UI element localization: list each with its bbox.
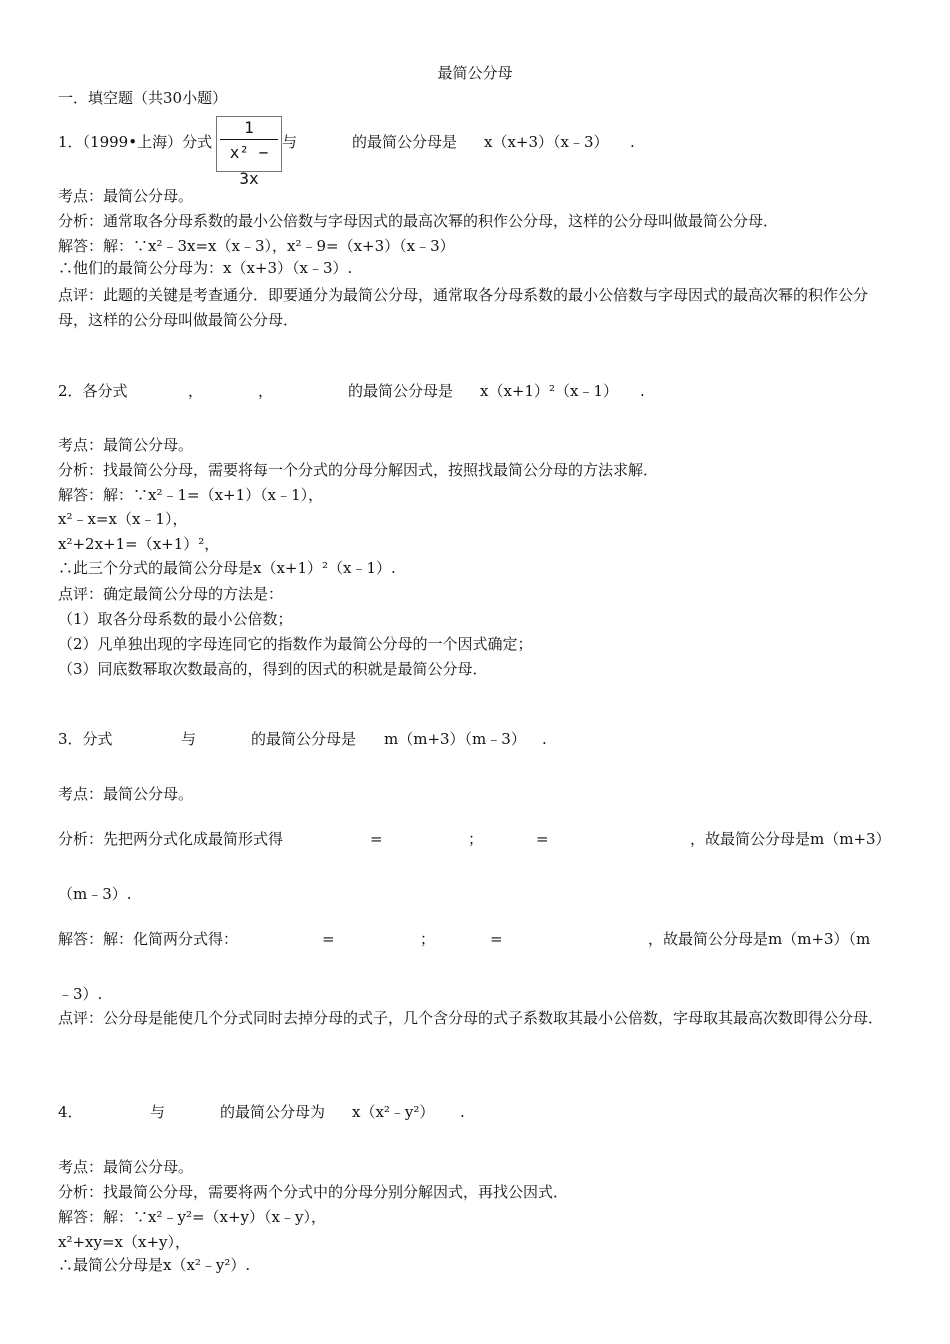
q2-step-3: x²+2x+1=（x+1）²，: [58, 535, 220, 553]
q2-kaodian: 考点：最简公分母。: [58, 436, 194, 454]
q3-jieda-label: 解答：解：化简两分式得：: [58, 930, 239, 948]
q4-with: 与: [150, 1103, 166, 1121]
q1-mid: 的最简公分母是: [352, 133, 458, 151]
q2-comma-1: ，: [188, 382, 204, 400]
q2-end: .: [640, 382, 645, 400]
q4-jieda: 解答：解：∵x²﹣y²=（x+y）（x﹣y），: [58, 1208, 326, 1226]
q4-mid: 的最简公分母为: [220, 1103, 326, 1121]
q4-step-2: x²+xy=x（x+y），: [58, 1233, 191, 1251]
q3-jieda-tail: ，故最简公分母是m（m+3）（m: [648, 930, 871, 948]
q2-comma-2: ，: [258, 382, 274, 400]
q3-kaodian: 考点：最简公分母。: [58, 785, 194, 803]
q1-prefix: 1．（1999•上海）分式: [58, 133, 213, 151]
q2-fenxi: 分析：找最简公分母，需要将每一个分式的分母分解因式，按照找最简公分母的方法求解．: [58, 461, 659, 479]
q3-jieda-semi: ；: [420, 930, 436, 948]
q1-fraction: [216, 116, 282, 188]
q4-answer: x（x²﹣y²）: [352, 1103, 435, 1121]
q1-fenxi: 分析：通常取各分母系数的最小公倍数与字母因式的最高次幂的积作公分母，这样的公分母叫做最简公分母．: [58, 212, 779, 230]
q3-fenxi-cont: （m﹣3）.: [58, 885, 132, 903]
q1-dianping: 点评：此题的关键是考查通分．即要通分为最简公分母，通常取各分母系数的最小公倍数与字母因式的最高次幂的积作公分母，这样的公分母叫做最简公分母．: [58, 286, 869, 329]
q4-fenxi: 分析：找最简公分母，需要将两个分式中的分母分别分解因式，再找公因式．: [58, 1183, 569, 1201]
q4-prefix: 4．: [58, 1103, 83, 1121]
q1-kaodian: 考点：最简公分母。: [58, 187, 194, 205]
section-heading: 一．填空题（共30小题）: [58, 89, 228, 107]
q3-fenxi-eq-2: =: [536, 830, 549, 848]
q2-result: ∴此三个分式的最简公分母是x（x+1）²（x﹣1）.: [58, 559, 396, 577]
q1-jieda: 解答：解：∵x²﹣3x=x（x﹣3），x²﹣9=（x+3）（x﹣3）: [58, 237, 455, 255]
q2-rule-1: （1）取各分母系数的最小公倍数；: [58, 610, 293, 628]
q3-fenxi-semi: ；: [468, 830, 484, 848]
q2-jieda: 解答：解：∵x²﹣1=（x+1）（x﹣1），: [58, 486, 324, 504]
q3-fenxi-label: 分析：先把两分式化成最简形式得: [58, 830, 284, 848]
q3-prefix: 3．分式: [58, 730, 113, 748]
q1-fraction-numerator: 1: [244, 118, 254, 137]
q2-step-2: x²﹣x=x（x﹣1），: [58, 510, 188, 528]
q2-rule-3: （3）同底数幂取次数最高的，得到的因式的积就是最简公分母．: [58, 660, 488, 678]
q1-fraction-denominator: x² − 3x: [229, 143, 269, 188]
q3-jieda-eq-2: =: [490, 930, 503, 948]
page-title: 最简公分母: [437, 64, 513, 82]
q1-end: .: [630, 133, 635, 151]
q1-result: ∴他们的最简公分母为：x（x+3）（x﹣3）.: [58, 259, 353, 277]
q3-answer: m（m+3）（m﹣3）: [384, 730, 526, 748]
q2-mid: 的最简公分母是: [348, 382, 454, 400]
q4-end: .: [460, 1103, 465, 1121]
q3-mid: 的最简公分母是: [251, 730, 357, 748]
q1-answer: x（x+3）（x﹣3）: [484, 133, 609, 151]
q4-result: ∴最简公分母是x（x²﹣y²）.: [58, 1256, 251, 1274]
q3-fenxi-tail: ，故最简公分母是m（m+3）: [690, 830, 891, 848]
q3-end: .: [542, 730, 547, 748]
q3-fenxi-eq-1: =: [370, 830, 383, 848]
q3-jieda-eq-1: =: [322, 930, 335, 948]
q1-with: 与: [282, 133, 298, 151]
q2-prefix: 2．各分式: [58, 382, 128, 400]
q2-rule-2: （2）凡单独出现的字母连同它的指数作为最简公分母的一个因式确定；: [58, 635, 533, 653]
q2-answer: x（x+1）²（x﹣1）: [480, 382, 619, 400]
q2-dianping: 点评：确定最简公分母的方法是：: [58, 585, 284, 603]
q3-jieda-cont: ﹣3）.: [58, 985, 103, 1003]
q3-with: 与: [181, 730, 197, 748]
q4-kaodian: 考点：最简公分母。: [58, 1158, 194, 1176]
q3-dianping: 点评：公分母是能使几个分式同时去掉分母的式子，几个含分母的式子系数取其最小公倍数，字母取其最高次数即得公分母．: [58, 1009, 884, 1027]
